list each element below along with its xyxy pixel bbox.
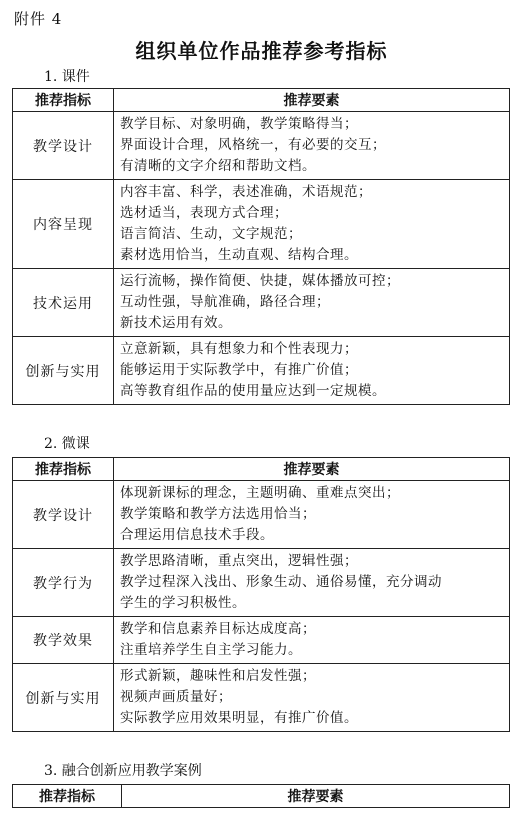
table-row [13, 112, 510, 180]
indicator-cell: 技术运用 [13, 269, 114, 337]
section-heading-microcourse: 2. 微课 [44, 436, 90, 452]
header-elements: 推荐要素 [122, 785, 510, 808]
elements-cell [114, 269, 510, 337]
element-line: 高等教育组作品的使用量应达到一定规模。 [120, 383, 386, 399]
table-row [13, 549, 510, 617]
courseware-table [12, 88, 510, 405]
elements-cell [114, 549, 510, 617]
element-line: 选材适当，表现方式合理； [120, 205, 288, 221]
indicator-cell: 教学设计 [13, 481, 114, 549]
section-heading-case: 3. 融合创新应用教学案例 [44, 763, 202, 779]
header-indicator: 推荐指标 [13, 89, 114, 112]
element-line: 视频声画质量好； [120, 689, 232, 705]
header-elements: 推荐要素 [114, 89, 510, 112]
header-indicator: 推荐指标 [13, 785, 122, 808]
indicator-cell: 创新与实用 [13, 337, 114, 405]
element-line: 新技术运用有效。 [120, 315, 232, 331]
element-line: 教学目标、对象明确，教学策略得当； [120, 116, 358, 132]
element-line: 内容丰富、科学，表述准确，术语规范； [120, 184, 372, 200]
element-line: 教学和信息素养目标达成度高； [120, 621, 316, 637]
table-row [13, 664, 510, 732]
element-line: 运行流畅，操作简便、快捷，媒体播放可控； [120, 273, 400, 289]
element-line: 体现新课标的理念，主题明确、重难点突出； [120, 485, 400, 501]
microcourse-table [12, 457, 510, 732]
table-header-row [13, 458, 510, 481]
indicator-cell: 教学设计 [13, 112, 114, 180]
element-line: 有清晰的文字介绍和帮助文档。 [120, 158, 316, 174]
element-line: 学生的学习积极性。 [120, 595, 246, 611]
element-line: 教学思路清晰，重点突出，逻辑性强； [120, 553, 358, 569]
indicator-cell: 创新与实用 [13, 664, 114, 732]
table-header-row [13, 785, 510, 808]
header-elements: 推荐要素 [114, 458, 510, 481]
header-indicator: 推荐指标 [13, 458, 114, 481]
element-line: 合理运用信息技术手段。 [120, 527, 274, 543]
elements-cell [114, 617, 510, 664]
element-line: 立意新颖，具有想象力和个性表现力； [120, 341, 358, 357]
element-line: 实际教学应用效果明显，有推广价值。 [120, 710, 358, 726]
section-heading-courseware: 1. 课件 [44, 69, 90, 85]
elements-cell [114, 481, 510, 549]
table-row [13, 180, 510, 269]
element-line: 互动性强，导航准确，路径合理； [120, 294, 330, 310]
table-row [13, 269, 510, 337]
element-line: 界面设计合理，风格统一，有必要的交互； [120, 137, 386, 153]
element-line: 教学过程深入浅出、形象生动、通俗易懂，充分调动 [120, 574, 442, 590]
element-line: 语言简洁、生动，文字规范； [120, 226, 302, 242]
element-line: 教学策略和教学方法选用恰当； [120, 506, 316, 522]
table-header-row [13, 89, 510, 112]
elements-cell [114, 337, 510, 405]
indicator-cell: 内容呈现 [13, 180, 114, 269]
indicator-cell: 教学效果 [13, 617, 114, 664]
elements-cell [114, 112, 510, 180]
element-line: 素材选用恰当，生动直观、结构合理。 [120, 247, 358, 263]
table-row [13, 337, 510, 405]
elements-cell [114, 180, 510, 269]
table-row [13, 617, 510, 664]
case-table [12, 784, 510, 808]
element-line: 能够运用于实际教学中，有推广价值； [120, 362, 358, 378]
element-line: 形式新颖，趣味性和启发性强； [120, 668, 316, 684]
page-title: 组织单位作品推荐参考指标 [135, 39, 388, 63]
elements-cell [114, 664, 510, 732]
attachment-label: 附件 4 [14, 10, 63, 28]
element-line: 注重培养学生自主学习能力。 [120, 642, 302, 658]
indicator-cell: 教学行为 [13, 549, 114, 617]
table-row [13, 481, 510, 549]
